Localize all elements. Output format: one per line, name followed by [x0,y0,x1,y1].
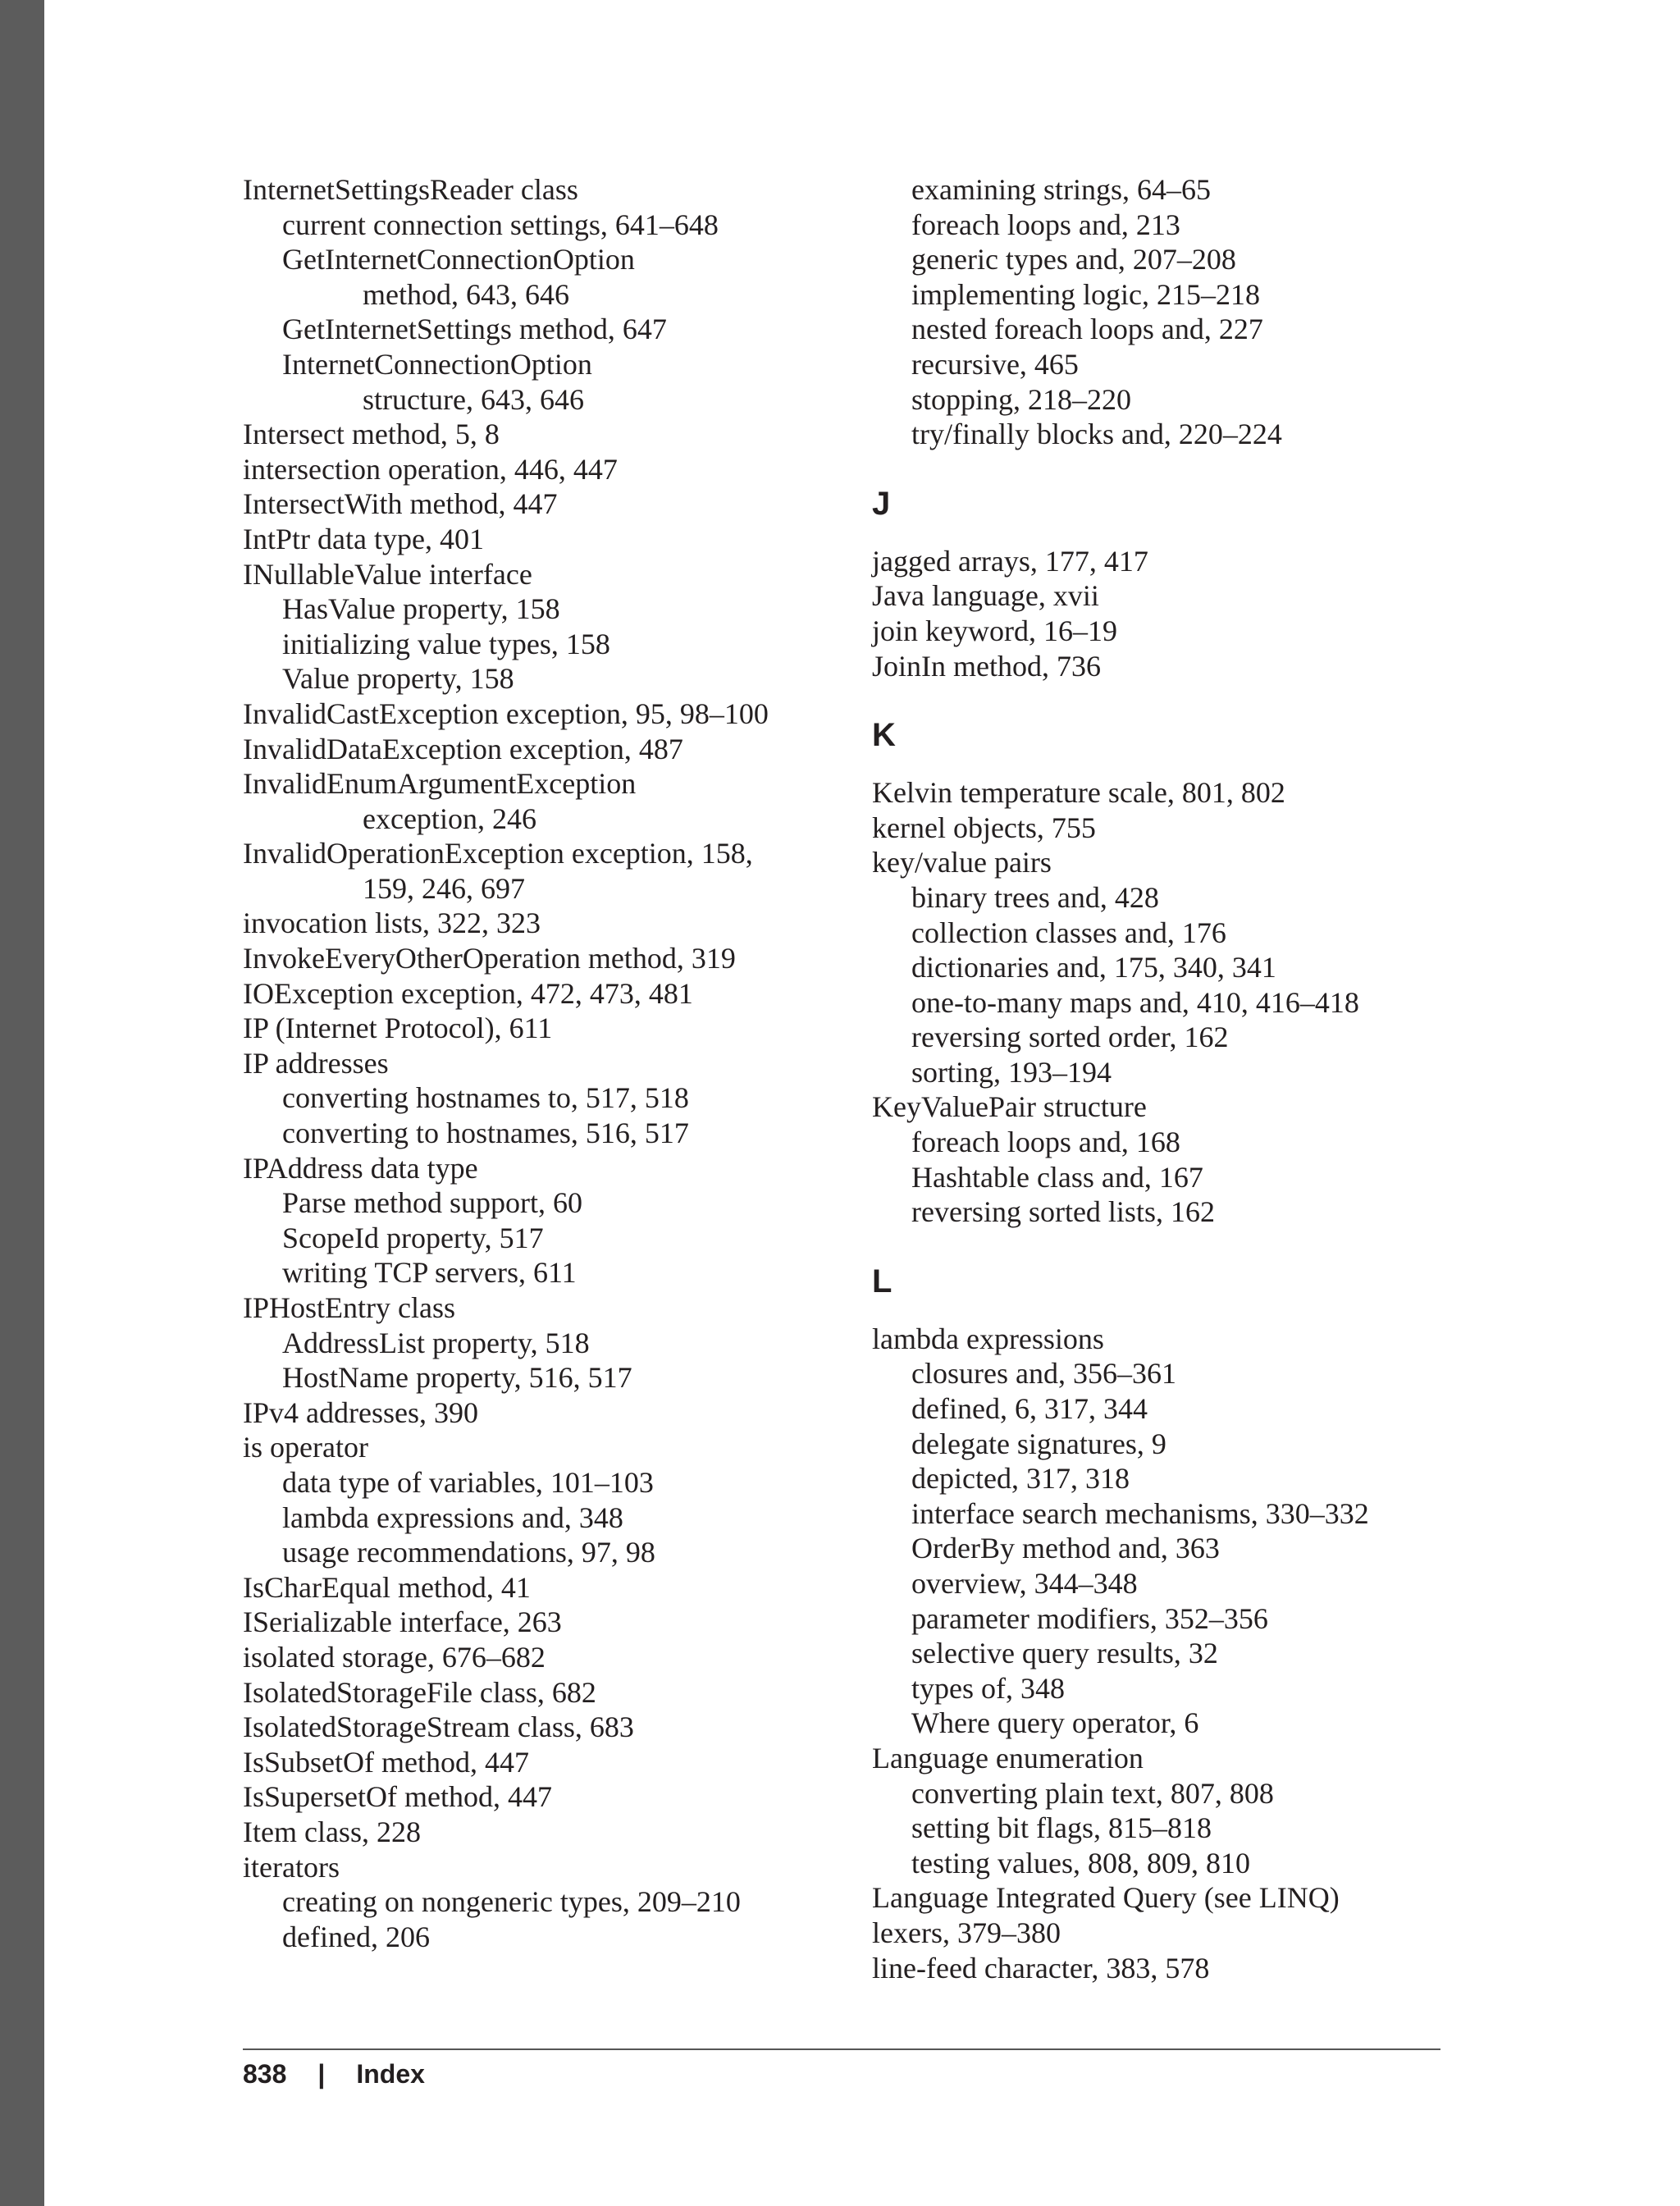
index-subentry: HasValue property, 158 [282,592,560,626]
index-subentry: overview, 344–348 [911,1567,1138,1600]
index-subentry: try/finally blocks and, 220–224 [911,418,1282,451]
index-entry: join keyword, 16–19 [872,614,1117,647]
index-subentry: lambda expressions and, 348 [282,1500,623,1534]
index-entry: IsSupersetOf method, 447 [243,1780,552,1814]
index-subentry: data type of variables, 101–103 [282,1465,654,1499]
page-number: 838 [243,2059,287,2089]
index-subentry: Hashtable class and, 167 [911,1160,1203,1194]
index-entry: IntPtr data type, 401 [243,522,484,555]
index-entry: IsSubsetOf method, 447 [243,1745,529,1779]
index-subentry: implementing logic, 215–218 [911,277,1260,311]
index-entry: KeyValuePair structure [872,1090,1147,1124]
index-subentry: converting plain text, 807, 808 [911,1776,1274,1810]
index-entry: Language enumeration [872,1741,1144,1774]
page-binding-strip [0,0,44,2206]
index-entry: InvalidDataException exception, 487 [243,732,683,765]
index-subentry: types of, 348 [911,1671,1065,1705]
index-subentry: converting to hostnames, 516, 517 [282,1117,689,1150]
index-subentry: Value property, 158 [282,662,514,696]
index-entry: IntersectWith method, 447 [243,487,558,521]
index-entry: isolated storage, 676–682 [243,1640,546,1674]
index-letter-heading: J [872,485,891,522]
index-entry: key/value pairs [872,846,1052,879]
index-subentry: usage recommendations, 97, 98 [282,1536,655,1569]
index-entry: lexers, 379–380 [872,1916,1061,1949]
index-entry: IsCharEqual method, 41 [243,1570,531,1604]
index-subentry: collection classes and, 176 [911,916,1226,949]
index-letter-heading: K [872,717,896,754]
index-entry: intersection operation, 446, 447 [243,452,618,486]
index-entry: jagged arrays, 177, 417 [872,544,1148,578]
section-title: Index [356,2059,425,2089]
index-entry: ISerializable interface, 263 [243,1605,562,1639]
index-entry: InternetSettingsReader class [243,173,578,206]
index-entry: INullableValue interface [243,557,532,591]
index-entry: InvalidEnumArgumentException [243,767,637,801]
index-column-left [243,172,899,1954]
index-subentry: setting bit flags, 815–818 [911,1811,1212,1845]
index-subentry: depicted, 317, 318 [911,1462,1130,1496]
index-subentry: closures and, 356–361 [911,1357,1176,1391]
index-entry: InvokeEveryOtherOperation method, 319 [243,942,736,975]
index-entry: is operator [243,1431,368,1464]
index-subentry: binary trees and, 428 [911,880,1159,914]
index-entry: lambda expressions [872,1322,1104,1355]
index-subentry: HostName property, 516, 517 [282,1361,632,1395]
index-column-right [872,172,1528,1985]
index-entry: invocation lists, 322, 323 [243,907,541,940]
index-subentry: defined, 206 [282,1920,430,1953]
index-subentry: delegate signatures, 9 [911,1427,1166,1460]
index-subentry: AddressList property, 518 [282,1326,590,1359]
index-subentry: method, 643, 646 [363,277,569,311]
index-subentry: examining strings, 64–65 [911,173,1211,206]
index-entry: Kelvin temperature scale, 801, 802 [872,776,1285,810]
index-subentry: foreach loops and, 213 [911,208,1180,241]
footer-rule [243,2048,1440,2050]
index-subentry: reversing sorted order, 162 [911,1021,1229,1054]
index-entry: IPHostEntry class [243,1291,455,1324]
index-subentry: Parse method support, 60 [282,1186,582,1220]
index-subentry: defined, 6, 317, 344 [911,1392,1148,1426]
index-entry: line-feed character, 383, 578 [872,1951,1210,1984]
index-entry: Language Integrated Query (see LINQ) [872,1881,1340,1915]
index-entry: IPAddress data type [243,1151,478,1185]
index-subentry: Where query operator, 6 [911,1706,1199,1740]
index-entry: IOException exception, 472, 473, 481 [243,976,693,1010]
index-subentry: exception, 246 [363,802,536,835]
index-subentry: OrderBy method and, 363 [911,1532,1220,1565]
index-subentry: parameter modifiers, 352–356 [911,1601,1268,1635]
index-entry: IsolatedStorageStream class, 683 [243,1710,634,1744]
index-subentry: generic types and, 207–208 [911,243,1236,276]
index-subentry: one-to-many maps and, 410, 416–418 [911,985,1359,1019]
index-entry: kernel objects, 755 [872,811,1096,844]
page-footer [243,2058,425,2090]
index-subentry: testing values, 808, 809, 810 [911,1846,1250,1879]
index-entry: Item class, 228 [243,1815,421,1848]
index-entry: IsolatedStorageFile class, 682 [243,1675,596,1709]
index-subentry: nested foreach loops and, 227 [911,313,1263,346]
index-entry: InvalidCastException exception, 95, 98–100 [243,697,769,730]
index-subentry: selective query results, 32 [911,1637,1218,1670]
index-subentry: GetInternetConnectionOption [282,243,635,276]
index-entry: IPv4 addresses, 390 [243,1395,478,1429]
index-entry: IP addresses [243,1046,389,1080]
index-subentry: 159, 246, 697 [363,871,525,905]
index-entry: Intersect method, 5, 8 [243,418,500,451]
index-entry: InvalidOperationException exception, 158, [243,837,753,870]
index-subentry: initializing value types, 158 [282,627,610,660]
index-subentry: converting hostnames to, 517, 518 [282,1081,689,1115]
index-subentry: interface search mechanisms, 330–332 [911,1496,1369,1530]
index-subentry: stopping, 218–220 [911,382,1132,416]
index-subentry: dictionaries and, 175, 340, 341 [911,951,1276,984]
index-entry: iterators [243,1850,340,1884]
index-entry: JoinIn method, 736 [872,649,1101,683]
index-subentry: InternetConnectionOption [282,347,592,381]
index-subentry: structure, 643, 646 [363,382,584,416]
index-subentry: writing TCP servers, 611 [282,1256,577,1290]
index-entry: Java language, xvii [872,579,1099,613]
index-subentry: sorting, 193–194 [911,1055,1112,1089]
index-subentry: ScopeId property, 517 [282,1221,544,1254]
index-letter-heading: L [872,1263,892,1299]
index-subentry: recursive, 465 [911,347,1079,381]
index-subentry: foreach loops and, 168 [911,1126,1180,1159]
index-subentry: creating on nongeneric types, 209–210 [282,1885,741,1919]
index-subentry: reversing sorted lists, 162 [911,1195,1215,1229]
footer-separator: | [317,2059,326,2089]
index-entry: IP (Internet Protocol), 611 [243,1012,553,1045]
index-subentry: current connection settings, 641–648 [282,208,719,241]
index-subentry: GetInternetSettings method, 647 [282,313,667,346]
